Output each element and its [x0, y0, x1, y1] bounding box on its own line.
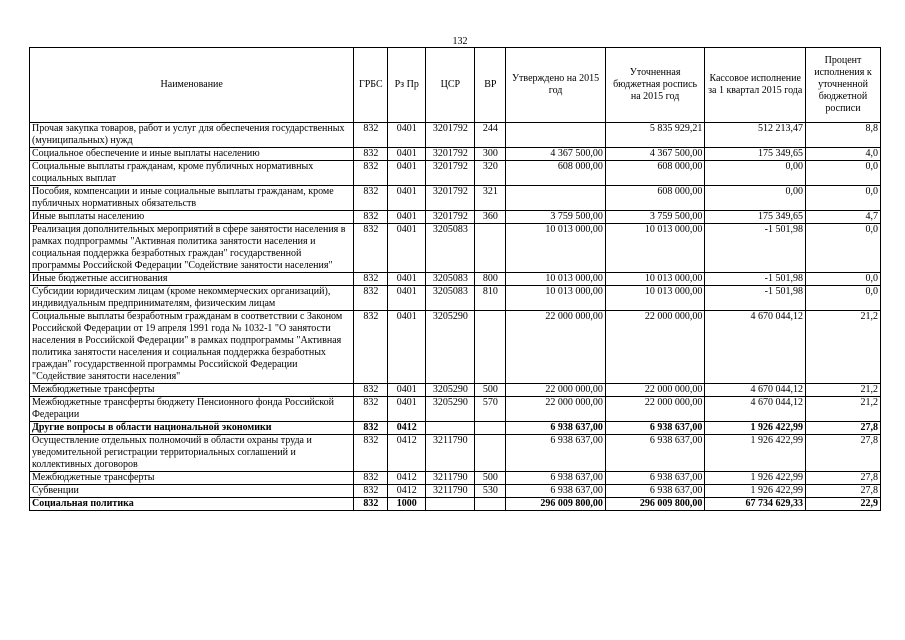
row-name-cell: Иные выплаты населению: [30, 211, 354, 224]
row-name-cell: Иные бюджетные ассигнования: [30, 273, 354, 286]
row-grbs-cell: 832: [354, 273, 388, 286]
page-number: 132: [452, 36, 468, 47]
row-rzpr-cell: 0401: [388, 384, 426, 397]
row-percent-cell: 0,0: [805, 186, 880, 211]
row-cash-cell: 1 926 422,99: [705, 472, 806, 485]
row-rzpr-cell: 0401: [388, 224, 426, 273]
header-cash: Кассовое исполнение за 1 квартал 2015 года: [705, 48, 806, 123]
row-rzpr-cell: 0412: [388, 485, 426, 498]
table-row: [30, 472, 881, 485]
table-row: [30, 311, 881, 384]
row-cash-cell: 1 926 422,99: [705, 435, 806, 472]
row-rzpr-cell: 0401: [388, 161, 426, 186]
header-approved: Утверждено на 2015 год: [506, 48, 606, 123]
row-percent-cell: 4,0: [805, 148, 880, 161]
row-name-cell: Социальная политика: [30, 498, 354, 511]
header-grbs: ГРБС: [354, 48, 388, 123]
row-grbs-cell: 832: [354, 148, 388, 161]
row-name-cell: Социальные выплаты безработным гражданам в соответствии с Законом Российской Федерации от 19 апреля 1991 года № 1032-1 "О занятости населения в Российской Федерации" в рамках подпрограммы "Активная политика занятости населения и социальная поддержка безработных граждан" государственной программы Российской Федерации "Содействие занятости населения": [30, 311, 354, 384]
row-vr-cell: 500: [475, 384, 506, 397]
row-vr-cell: 800: [475, 273, 506, 286]
row-csr-cell: 3205290: [426, 384, 475, 397]
row-approved-cell: 6 938 637,00: [506, 472, 606, 485]
row-cash-cell: 67 734 629,33: [705, 498, 806, 511]
row-percent-cell: 0,0: [805, 161, 880, 186]
row-approved-cell: 22 000 000,00: [506, 397, 606, 422]
row-cash-cell: -1 501,98: [705, 224, 806, 273]
row-vr-cell: [475, 498, 506, 511]
row-refined-cell: 22 000 000,00: [605, 311, 705, 384]
row-grbs-cell: 832: [354, 211, 388, 224]
row-csr-cell: 3205083: [426, 286, 475, 311]
table-row: [30, 161, 881, 186]
row-cash-cell: 0,00: [705, 161, 806, 186]
row-vr-cell: 300: [475, 148, 506, 161]
header-name: Наименование: [30, 48, 354, 123]
table-row: [30, 148, 881, 161]
header-rzpr: Рз Пр: [388, 48, 426, 123]
row-name-cell: Социальные выплаты гражданам, кроме публичных нормативных социальных выплат: [30, 161, 354, 186]
row-name-cell: Реализация дополнительных мероприятий в сфере занятости населения в рамках подпрограммы "Активная политика занятости населения и социальная поддержка безработных граждан" государственной программы Российской Федерации "Содействие занятости населения": [30, 224, 354, 273]
header-vr: ВР: [475, 48, 506, 123]
row-grbs-cell: 832: [354, 123, 388, 148]
header-refined: Уточненная бюджетная роспись на 2015 год: [605, 48, 705, 123]
row-grbs-cell: 832: [354, 286, 388, 311]
row-refined-cell: 4 367 500,00: [605, 148, 705, 161]
row-rzpr-cell: 0401: [388, 123, 426, 148]
row-cash-cell: 1 926 422,99: [705, 485, 806, 498]
row-grbs-cell: 832: [354, 485, 388, 498]
header-percent: Процент исполнения к уточненной бюджетной росписи: [805, 48, 880, 123]
row-approved-cell: [506, 186, 606, 211]
row-grbs-cell: 832: [354, 472, 388, 485]
row-csr-cell: 3201792: [426, 148, 475, 161]
row-name-cell: Субвенции: [30, 485, 354, 498]
row-cash-cell: 175 349,65: [705, 211, 806, 224]
row-name-cell: Другие вопросы в области национальной экономики: [30, 422, 354, 435]
row-approved-cell: 22 000 000,00: [506, 311, 606, 384]
row-rzpr-cell: 0412: [388, 435, 426, 472]
table-row: [30, 485, 881, 498]
row-csr-cell: 3205083: [426, 224, 475, 273]
row-rzpr-cell: 0401: [388, 148, 426, 161]
row-cash-cell: 1 926 422,99: [705, 422, 806, 435]
row-name-cell: Межбюджетные трансферты: [30, 384, 354, 397]
row-csr-cell: 3211790: [426, 435, 475, 472]
table-row: [30, 498, 881, 511]
row-percent-cell: 27,8: [805, 422, 880, 435]
table-row: [30, 273, 881, 286]
row-grbs-cell: 832: [354, 397, 388, 422]
row-approved-cell: 3 759 500,00: [506, 211, 606, 224]
row-rzpr-cell: 1000: [388, 498, 426, 511]
row-percent-cell: 27,8: [805, 435, 880, 472]
table-body: [30, 123, 881, 511]
row-approved-cell: 10 013 000,00: [506, 224, 606, 273]
row-rzpr-cell: 0401: [388, 286, 426, 311]
row-percent-cell: 21,2: [805, 397, 880, 422]
row-rzpr-cell: 0401: [388, 397, 426, 422]
row-csr-cell: 3201792: [426, 186, 475, 211]
row-approved-cell: 4 367 500,00: [506, 148, 606, 161]
row-name-cell: Межбюджетные трансферты: [30, 472, 354, 485]
table-row: [30, 211, 881, 224]
row-csr-cell: 3201792: [426, 211, 475, 224]
table-row: [30, 224, 881, 273]
row-refined-cell: 6 938 637,00: [605, 472, 705, 485]
row-vr-cell: 500: [475, 472, 506, 485]
row-percent-cell: 0,0: [805, 273, 880, 286]
row-csr-cell: 3205290: [426, 397, 475, 422]
row-csr-cell: 3201792: [426, 123, 475, 148]
row-approved-cell: [506, 123, 606, 148]
row-percent-cell: 4,7: [805, 211, 880, 224]
row-percent-cell: 0,0: [805, 224, 880, 273]
row-vr-cell: [475, 311, 506, 384]
row-grbs-cell: 832: [354, 224, 388, 273]
row-rzpr-cell: 0401: [388, 186, 426, 211]
row-percent-cell: 27,8: [805, 472, 880, 485]
row-percent-cell: 0,0: [805, 286, 880, 311]
row-vr-cell: 530: [475, 485, 506, 498]
row-name-cell: Социальное обеспечение и иные выплаты населению: [30, 148, 354, 161]
row-csr-cell: 3211790: [426, 472, 475, 485]
table-row: [30, 435, 881, 472]
row-refined-cell: 6 938 637,00: [605, 422, 705, 435]
row-csr-cell: 3205083: [426, 273, 475, 286]
row-percent-cell: 22,9: [805, 498, 880, 511]
row-vr-cell: [475, 224, 506, 273]
table-row: [30, 397, 881, 422]
row-vr-cell: 570: [475, 397, 506, 422]
row-refined-cell: 608 000,00: [605, 161, 705, 186]
row-cash-cell: -1 501,98: [705, 273, 806, 286]
row-approved-cell: 6 938 637,00: [506, 485, 606, 498]
row-refined-cell: 608 000,00: [605, 186, 705, 211]
table-row: [30, 384, 881, 397]
table-row: [30, 286, 881, 311]
row-grbs-cell: 832: [354, 186, 388, 211]
row-refined-cell: 296 009 800,00: [605, 498, 705, 511]
header-row: [30, 48, 881, 123]
row-percent-cell: 27,8: [805, 485, 880, 498]
row-rzpr-cell: 0401: [388, 211, 426, 224]
row-approved-cell: 6 938 637,00: [506, 422, 606, 435]
row-refined-cell: 22 000 000,00: [605, 397, 705, 422]
row-cash-cell: 512 213,47: [705, 123, 806, 148]
table-row: [30, 186, 881, 211]
row-csr-cell: 3205290: [426, 311, 475, 384]
row-vr-cell: [475, 422, 506, 435]
row-rzpr-cell: 0401: [388, 311, 426, 384]
row-name-cell: Осуществление отдельных полномочий в области охраны труда и уведомительной регистрации территориальных соглашений и коллективных договоров: [30, 435, 354, 472]
row-rzpr-cell: 0412: [388, 422, 426, 435]
row-vr-cell: 360: [475, 211, 506, 224]
row-grbs-cell: 832: [354, 384, 388, 397]
row-name-cell: Прочая закупка товаров, работ и услуг для обеспечения государственных (муниципальных) нужд: [30, 123, 354, 148]
row-refined-cell: 6 938 637,00: [605, 485, 705, 498]
row-grbs-cell: 832: [354, 161, 388, 186]
row-approved-cell: 10 013 000,00: [506, 286, 606, 311]
row-vr-cell: 320: [475, 161, 506, 186]
row-cash-cell: 175 349,65: [705, 148, 806, 161]
row-cash-cell: 4 670 044,12: [705, 384, 806, 397]
row-cash-cell: 0,00: [705, 186, 806, 211]
row-csr-cell: 3201792: [426, 161, 475, 186]
row-approved-cell: 6 938 637,00: [506, 435, 606, 472]
row-rzpr-cell: 0412: [388, 472, 426, 485]
row-refined-cell: 22 000 000,00: [605, 384, 705, 397]
row-rzpr-cell: 0401: [388, 273, 426, 286]
row-refined-cell: 10 013 000,00: [605, 224, 705, 273]
budget-table: [29, 47, 881, 511]
row-refined-cell: 10 013 000,00: [605, 273, 705, 286]
row-cash-cell: -1 501,98: [705, 286, 806, 311]
row-name-cell: Субсидии юридическим лицам (кроме некоммерческих организаций), индивидуальным предпринимателям, физическим лицам: [30, 286, 354, 311]
row-vr-cell: [475, 435, 506, 472]
row-refined-cell: 5 835 929,21: [605, 123, 705, 148]
row-approved-cell: 10 013 000,00: [506, 273, 606, 286]
row-grbs-cell: 832: [354, 435, 388, 472]
row-vr-cell: 321: [475, 186, 506, 211]
row-approved-cell: 608 000,00: [506, 161, 606, 186]
row-vr-cell: 810: [475, 286, 506, 311]
row-refined-cell: 10 013 000,00: [605, 286, 705, 311]
row-csr-cell: [426, 498, 475, 511]
row-name-cell: Межбюджетные трансферты бюджету Пенсионного фонда Российской Федерации: [30, 397, 354, 422]
row-refined-cell: 6 938 637,00: [605, 435, 705, 472]
row-percent-cell: 21,2: [805, 311, 880, 384]
row-grbs-cell: 832: [354, 498, 388, 511]
row-csr-cell: 3211790: [426, 485, 475, 498]
row-percent-cell: 21,2: [805, 384, 880, 397]
header-csr: ЦСР: [426, 48, 475, 123]
row-percent-cell: 8,8: [805, 123, 880, 148]
table-row: [30, 422, 881, 435]
table-row: [30, 123, 881, 148]
row-cash-cell: 4 670 044,12: [705, 397, 806, 422]
row-name-cell: Пособия, компенсации и иные социальные выплаты гражданам, кроме публичных нормативных обязательств: [30, 186, 354, 211]
row-csr-cell: [426, 422, 475, 435]
row-vr-cell: 244: [475, 123, 506, 148]
row-grbs-cell: 832: [354, 422, 388, 435]
row-cash-cell: 4 670 044,12: [705, 311, 806, 384]
row-approved-cell: 296 009 800,00: [506, 498, 606, 511]
row-refined-cell: 3 759 500,00: [605, 211, 705, 224]
row-approved-cell: 22 000 000,00: [506, 384, 606, 397]
row-grbs-cell: 832: [354, 311, 388, 384]
